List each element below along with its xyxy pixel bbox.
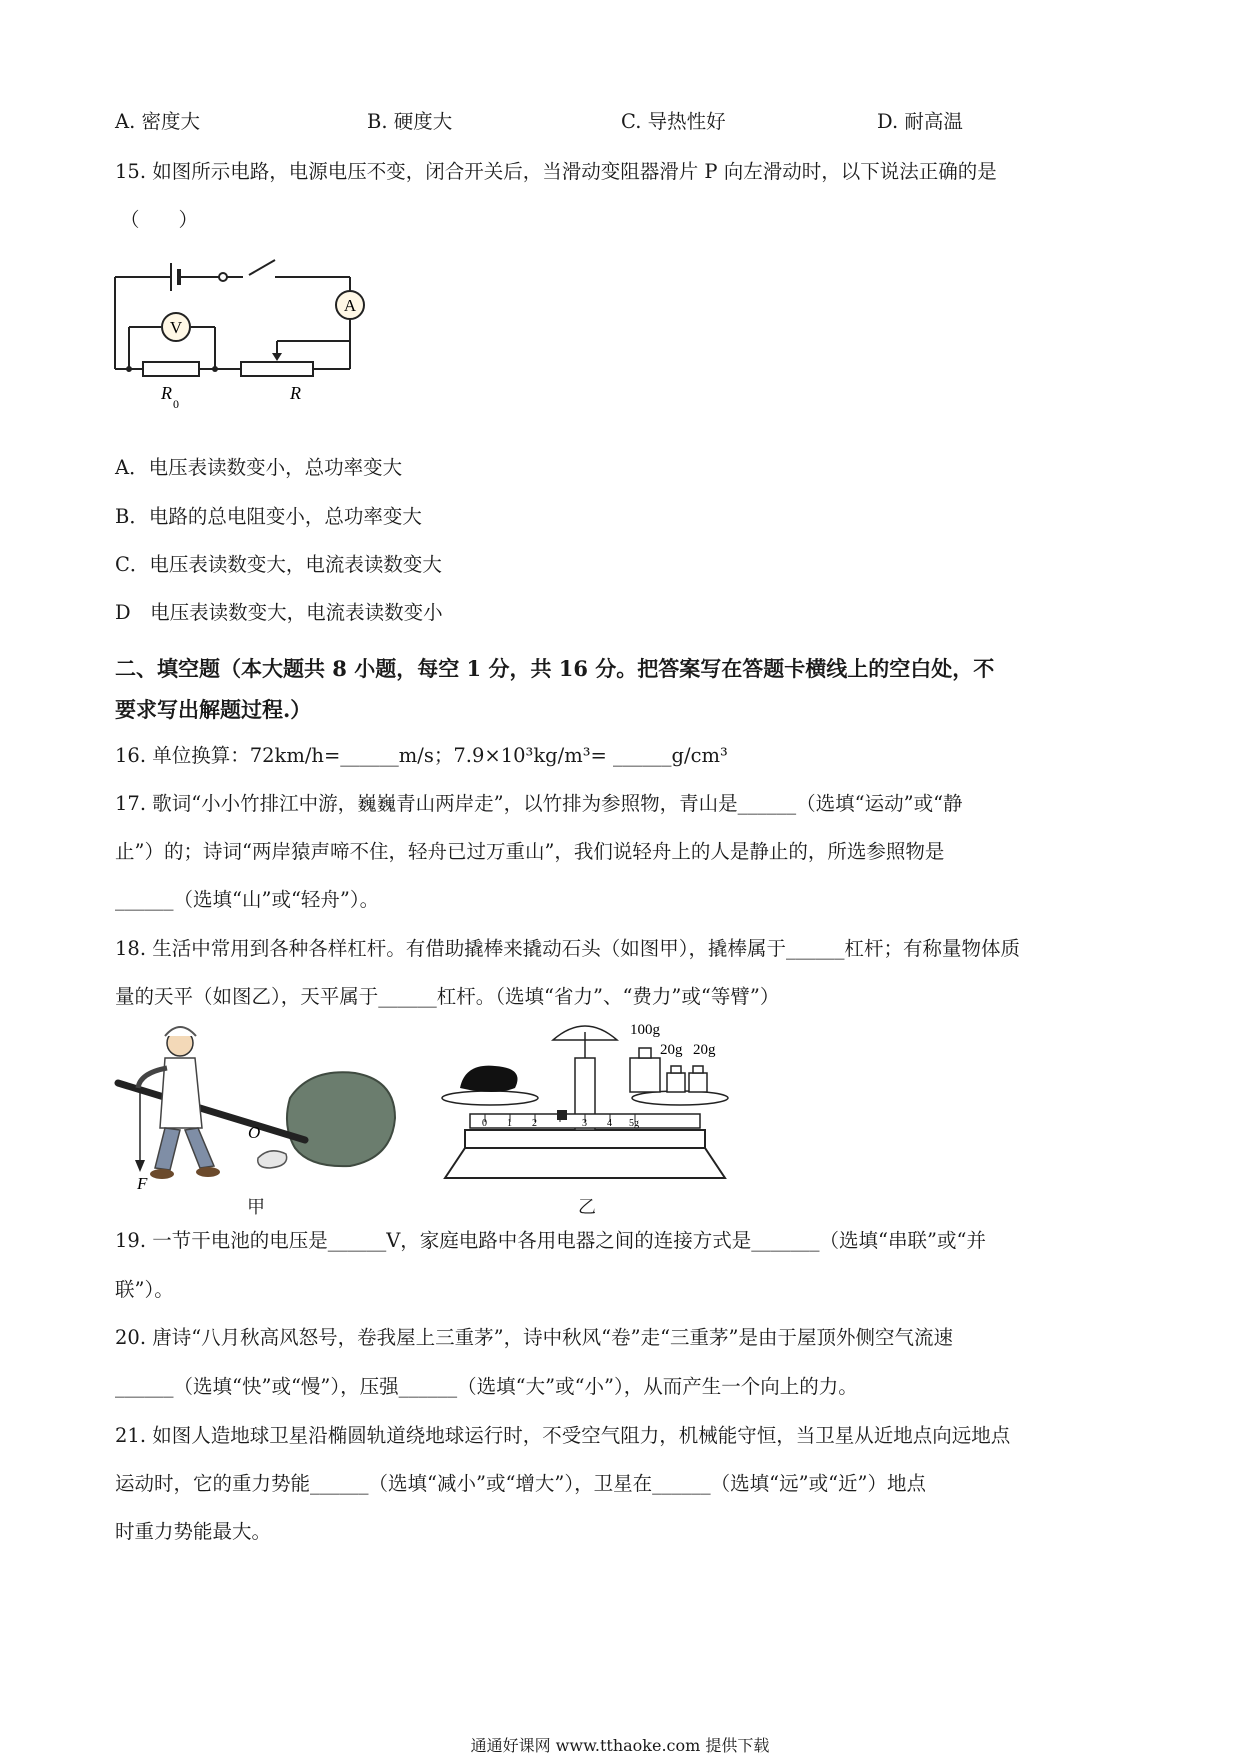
q17-line3: ______（选填“山”或“轻舟”）。 — [115, 888, 380, 911]
q15-stem: 15. 如图所示电路，电源电压不变，闭合开关后，当滑动变阻器滑片 P 向左滑动时，以下说法正确的是 — [115, 160, 997, 183]
scale-1: 1 — [507, 1118, 512, 1129]
q15-option-b: B．电路的总电阻变小，总功率变大 — [115, 505, 422, 528]
q14-option-c: C. 导热性好 — [621, 110, 726, 133]
circuit-diagram — [105, 255, 385, 415]
r0-label: R — [161, 383, 172, 403]
q18-line1: 18. 生活中常用到各种各样杠杆。有借助撬棒来撬动石头（如图甲），撬棒属于______杠杆；有称量物体质 — [115, 937, 1020, 960]
caption-jia: 甲 — [247, 1197, 265, 1218]
scale-4: 4 — [607, 1118, 612, 1129]
q14-option-b: B. 硬度大 — [367, 110, 453, 133]
q15-option-c: C．电压表读数变大，电流表读数变大 — [115, 553, 442, 576]
weight-20g-1: 20g — [660, 1042, 683, 1058]
scale-2: 2 — [532, 1118, 537, 1129]
q15-option-a: A．电压表读数变小，总功率变大 — [115, 456, 403, 479]
balance-figure — [425, 1018, 745, 1183]
caption-yi: 乙 — [578, 1197, 596, 1218]
pivot-label: O — [248, 1123, 261, 1142]
q17-line1: 17. 歌词“小小竹排江中游，巍巍青山两岸走”，以竹排为参照物，青山是______（选填“运动”或“静 — [115, 792, 963, 815]
q19-line1: 19. 一节干电池的电压是______V，家庭电路中各用电器之间的连接方式是_______（选填“串联”或“并 — [115, 1229, 986, 1252]
section-title-line1: 二、填空题（本大题共 8 小题，每空 1 分，共 16 分。把答案写在答题卡横线上的空白处，不 — [115, 656, 995, 681]
force-label: F — [137, 1174, 148, 1193]
q17-line2: 止”）的；诗词“两岸猿声啼不住，轻舟已过万重山”，我们说轻舟上的人是静止的，所选参照物是 — [115, 840, 945, 863]
q15-paren: （ ） — [120, 208, 199, 231]
q18-line2: 量的天平（如图乙），天平属于______杠杆。（选填“省力”、“费力”或“等臂”） — [115, 985, 780, 1008]
voltmeter-label: V — [169, 318, 183, 337]
ammeter-label: A — [343, 296, 357, 315]
scale-5g: 5g — [629, 1118, 639, 1129]
section-title-line2: 要求写出解题过程.） — [115, 697, 312, 722]
weight-100g: 100g — [630, 1022, 660, 1038]
q14-option-a: A. 密度大 — [115, 110, 200, 133]
scale-0: 0 — [482, 1118, 487, 1129]
q15-option-d: D 电压表读数变大，电流表读数变小 — [115, 601, 443, 624]
r0-subscript: 0 — [173, 397, 179, 411]
q16-text: 16. 单位换算：72km/h=______m/s；7.9×10³kg/m³= ______g/cm³ — [115, 744, 728, 767]
r-label: R — [290, 383, 301, 403]
q14-option-d: D. 耐高温 — [877, 110, 963, 133]
q21-line3: 时重力势能最大。 — [115, 1520, 272, 1543]
q20-line2: ______（选填“快”或“慢”），压强______（选填“大”或“小”），从而产生一个向上的力。 — [115, 1375, 858, 1398]
q19-line2: 联”）。 — [115, 1278, 174, 1301]
q21-line1: 21. 如图人造地球卫星沿椭圆轨道绕地球运行时，不受空气阻力，机械能守恒，当卫星从近地点向远地点 — [115, 1424, 1011, 1447]
scale-3: 3 — [582, 1118, 587, 1129]
crowbar-figure — [110, 1018, 400, 1193]
weight-20g-2: 20g — [693, 1042, 716, 1058]
q21-line2: 运动时，它的重力势能______（选填“减小”或“增大”），卫星在______（选填“远”或“近”）地点 — [115, 1472, 927, 1495]
footer: 通通好课网 www.tthaoke.com 提供下载 — [470, 1736, 770, 1755]
q20-line1: 20. 唐诗“八月秋高风怒号，卷我屋上三重茅”，诗中秋风“卷”走“三重茅”是由于屋顶外侧空气流速 — [115, 1326, 954, 1349]
